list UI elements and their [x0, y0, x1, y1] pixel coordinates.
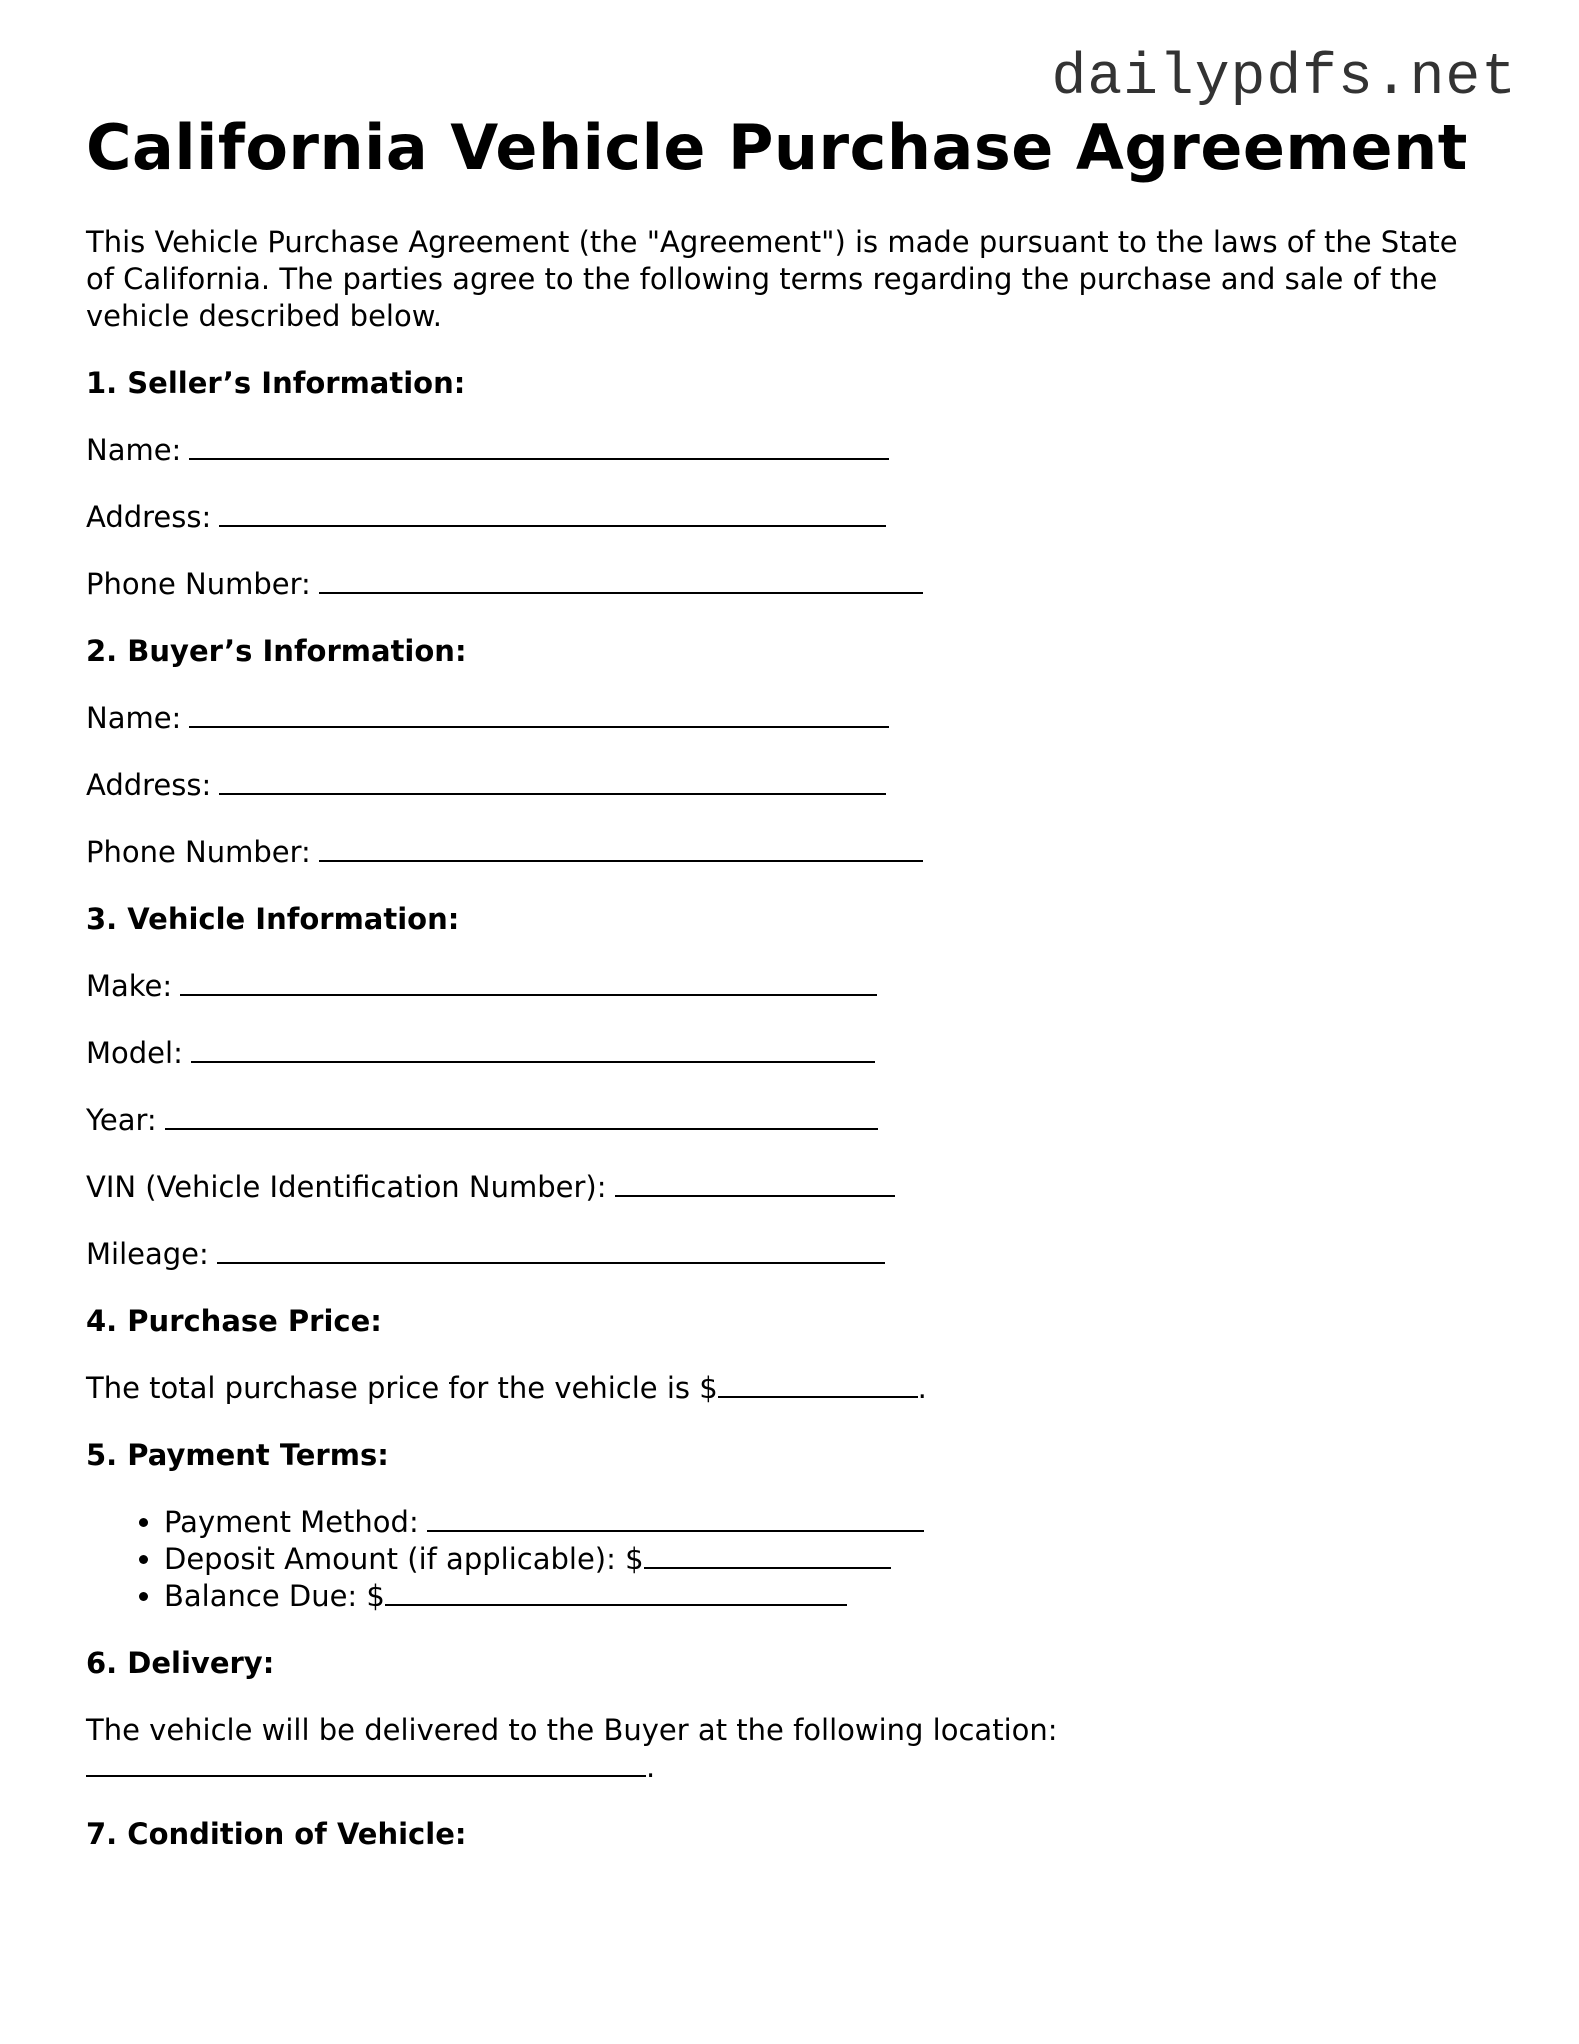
- delivery-section-heading: 6. Delivery:: [86, 1646, 275, 1680]
- seller-name-label: Name:: [86, 433, 182, 467]
- vehicle-year-field[interactable]: [165, 1102, 878, 1130]
- price-text: The total purchase price for the vehicle is $: [86, 1371, 718, 1405]
- payment-terms-list: [86, 1504, 1506, 1615]
- document-page: [86, 108, 1506, 1853]
- seller-section-heading: 1. Seller’s Information:: [86, 366, 466, 400]
- vehicle-year-row: [86, 1102, 1506, 1139]
- seller-address-row: [86, 499, 1506, 536]
- buyer-address-row: [86, 767, 1506, 804]
- deposit-amount-label: Deposit Amount (if applicable): $: [164, 1542, 644, 1576]
- vehicle-mileage-label: Mileage:: [86, 1237, 209, 1271]
- vehicle-year-label: Year:: [86, 1103, 157, 1137]
- vehicle-mileage-row: [86, 1236, 1506, 1273]
- list-item: [164, 1541, 1506, 1578]
- list-item: [164, 1578, 1506, 1615]
- vehicle-make-label: Make:: [86, 969, 173, 1003]
- delivery-paragraph: [86, 1712, 1476, 1786]
- delivery-location-field[interactable]: [86, 1749, 646, 1777]
- list-item: [164, 1504, 1506, 1541]
- vehicle-model-row: [86, 1035, 1506, 1072]
- vehicle-section-heading: 3. Vehicle Information:: [86, 902, 460, 936]
- seller-address-field[interactable]: [219, 499, 886, 527]
- price-row: [86, 1370, 1506, 1407]
- vehicle-mileage-field[interactable]: [217, 1236, 885, 1264]
- vehicle-make-field[interactable]: [180, 968, 877, 996]
- price-suffix: .: [917, 1371, 927, 1405]
- seller-address-label: Address:: [86, 500, 212, 534]
- balance-due-label: Balance Due: $: [164, 1579, 385, 1613]
- payment-section-heading: 5. Payment Terms:: [86, 1438, 389, 1472]
- payment-method-field[interactable]: [427, 1504, 924, 1532]
- buyer-section-heading: 2. Buyer’s Information:: [86, 634, 467, 668]
- vehicle-vin-field[interactable]: [615, 1169, 895, 1197]
- document-title: California Vehicle Purchase Agreement: [86, 111, 1468, 184]
- seller-phone-row: [86, 566, 1506, 603]
- buyer-name-row: [86, 700, 1506, 737]
- delivery-suffix: .: [646, 1750, 656, 1784]
- vehicle-model-field[interactable]: [191, 1035, 875, 1063]
- delivery-text: The vehicle will be delivered to the Buyer at the following location:: [86, 1713, 1058, 1747]
- watermark: dailypdfs.net: [1051, 46, 1517, 111]
- buyer-name-label: Name:: [86, 701, 182, 735]
- vehicle-make-row: [86, 968, 1506, 1005]
- price-section-heading: 4. Purchase Price:: [86, 1304, 382, 1338]
- seller-name-field[interactable]: [189, 432, 889, 460]
- seller-phone-label: Phone Number:: [86, 567, 311, 601]
- condition-section-heading: 7. Condition of Vehicle:: [86, 1817, 467, 1851]
- buyer-phone-field[interactable]: [319, 834, 923, 862]
- intro-paragraph: This Vehicle Purchase Agreement (the "Agreement") is made pursuant to the laws of the State of California. The parties agree to the following terms regarding the purchase and sale of the vehicle described below.: [86, 225, 1458, 333]
- payment-method-label: Payment Method:: [164, 1505, 419, 1539]
- seller-phone-field[interactable]: [319, 566, 923, 594]
- buyer-phone-row: [86, 834, 1506, 871]
- vehicle-model-label: Model:: [86, 1036, 183, 1070]
- seller-name-row: [86, 432, 1506, 469]
- price-amount-field[interactable]: [718, 1370, 918, 1398]
- buyer-name-field[interactable]: [189, 700, 889, 728]
- buyer-phone-label: Phone Number:: [86, 835, 311, 869]
- balance-due-field[interactable]: [385, 1578, 847, 1606]
- buyer-address-field[interactable]: [219, 767, 886, 795]
- vehicle-vin-row: [86, 1169, 1506, 1206]
- vehicle-vin-label: VIN (Vehicle Identification Number):: [86, 1170, 607, 1204]
- buyer-address-label: Address:: [86, 768, 212, 802]
- deposit-amount-field[interactable]: [644, 1541, 891, 1569]
